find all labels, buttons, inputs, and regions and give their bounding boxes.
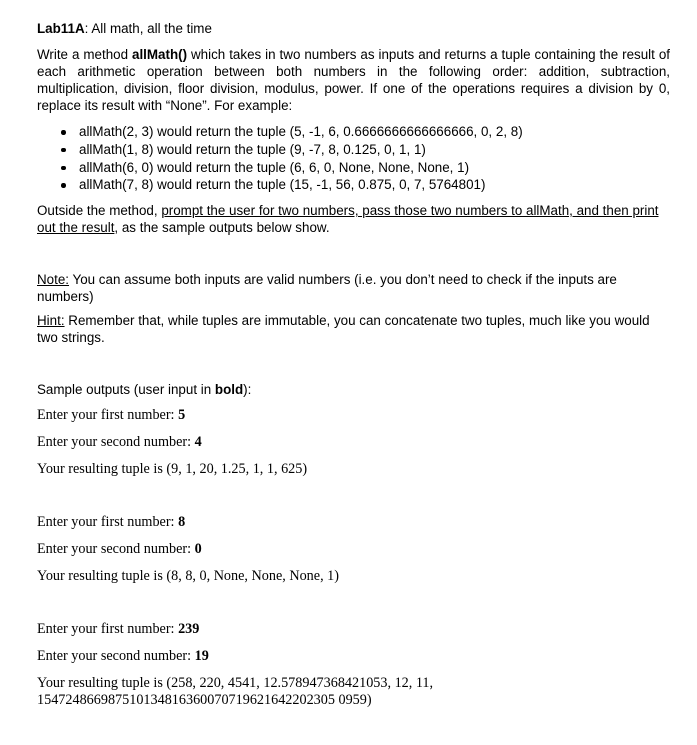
second-prompt: Enter your second number:	[37, 648, 195, 665]
first-input: 5	[178, 407, 186, 424]
note-paragraph	[37, 271, 670, 305]
second-input: 0	[194, 541, 202, 558]
intro-paragraph	[37, 46, 670, 114]
result-line-continued: 154724866987510134816360070719621642202305 0959)	[37, 692, 372, 709]
outside-instructions	[37, 202, 670, 236]
second-input: 4	[194, 434, 202, 451]
result-line: Your resulting tuple is (9, 1, 20, 1.25, 1, 1, 625)	[37, 461, 308, 478]
method-name: allMath()	[132, 47, 188, 62]
sample-output-3	[37, 621, 670, 709]
first-number-line	[37, 621, 670, 638]
result-line: Your resulting tuple is (8, 8, 0, None, None, None, 1)	[37, 568, 339, 585]
note-label: Note:	[37, 272, 70, 288]
intro-text-start: Write a method	[37, 47, 132, 62]
intro-text-end: which takes in two numbers as inputs and returns a tuple containing the result of each arithmetic operation between both numbers in the following order: addition, subtraction, multiplication, division, floor division, modulus, power. If one of the operations requires a division by 0, replace its result with “None”. For example:	[37, 47, 670, 113]
outside-text-end: , as the sample outputs below show.	[114, 220, 330, 236]
second-input: 19	[194, 648, 209, 665]
second-number-line	[37, 541, 670, 558]
example-list	[37, 123, 670, 194]
lab-id: Lab11A	[37, 21, 85, 36]
first-prompt: Enter your first number:	[37, 407, 179, 424]
result-line: Your resulting tuple is (258, 220, 4541, 12.578947368421053, 12, 11,	[37, 675, 434, 692]
sample-output-1	[37, 407, 670, 478]
second-number-line	[37, 648, 670, 665]
outside-text-start: Outside the method,	[37, 203, 162, 219]
sample-heading-bold: bold	[214, 382, 244, 398]
first-number-line	[37, 514, 670, 531]
outside-underlined-text: prompt the user for two numbers, pass those two numbers to allMath, and then print out the result	[37, 203, 659, 236]
second-prompt: Enter your second number:	[37, 434, 195, 451]
sample-heading-start: Sample outputs (user input in	[37, 382, 215, 398]
sample-outputs-heading	[37, 381, 670, 398]
sample-output-2	[37, 514, 670, 585]
first-number-line	[37, 407, 670, 424]
example-item: allMath(7, 8) would return the tuple (15, -1, 56, 0.875, 0, 7, 5764801)	[37, 176, 670, 194]
example-item: allMath(1, 8) would return the tuple (9, -7, 8, 0.125, 0, 1, 1)	[37, 141, 670, 159]
example-item: allMath(2, 3) would return the tuple (5, -1, 6, 0.6666666666666666, 0, 2, 8)	[37, 123, 670, 141]
first-input: 8	[178, 514, 186, 531]
second-prompt: Enter your second number:	[37, 541, 195, 558]
lab-title-separator: :	[84, 21, 92, 36]
hint-paragraph	[37, 312, 670, 346]
hint-text: Remember that, while tuples are immutable, you can concatenate two tuples, much like you would two strings.	[37, 313, 650, 346]
sample-heading-end: ):	[243, 382, 252, 398]
lab-document	[37, 20, 670, 709]
second-number-line	[37, 434, 670, 451]
first-prompt: Enter your first number:	[37, 514, 179, 531]
first-prompt: Enter your first number:	[37, 621, 179, 638]
note-text: You can assume both inputs are valid numbers (i.e. you don’t need to check if the inputs are numbers)	[37, 272, 617, 305]
lab-name: All math, all the time	[91, 21, 212, 36]
example-item: allMath(6, 0) would return the tuple (6, 6, 0, None, None, None, 1)	[37, 159, 670, 177]
hint-label: Hint:	[37, 313, 65, 329]
first-input: 239	[178, 621, 200, 638]
lab-title	[37, 20, 670, 37]
